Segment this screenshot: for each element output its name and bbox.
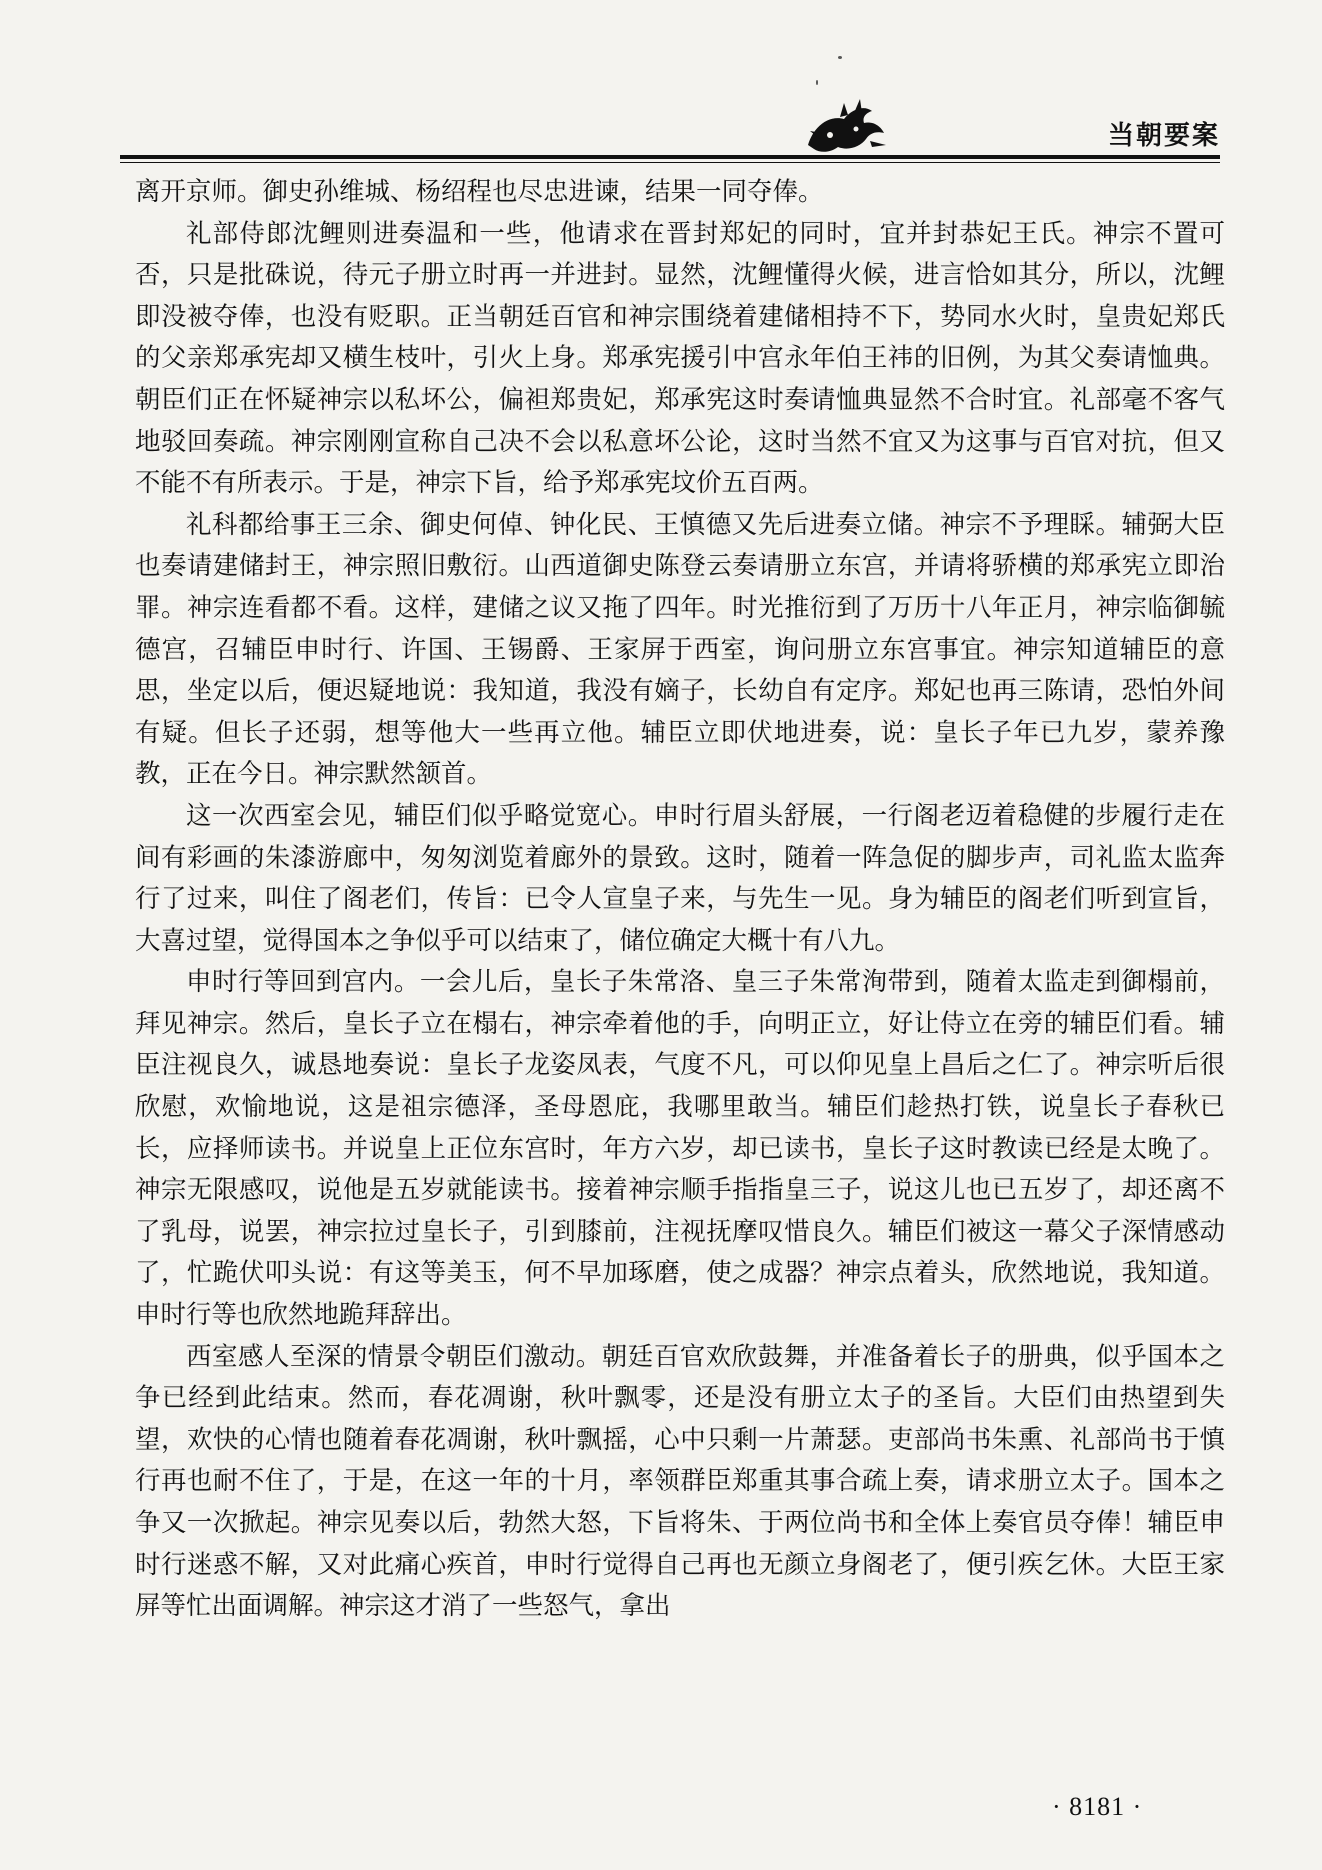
header-rule-thin [120,162,1220,163]
dragon-emblem-icon [800,95,892,157]
paragraph: 申时行等回到宫内。一会儿后，皇长子朱常洛、皇三子朱常洵带到，随着太监走到御榻前，拜见神宗。然后，皇长子立在榻右，神宗牵着他的手，向明正立，好让侍立在旁的辅臣们看。辅臣注视良久，诚恳地奏说：皇长子龙姿凤表，气度不凡，可以仰见皇上昌后之仁了。神宗听后很欣慰，欢愉地说，这是祖宗德泽，圣母恩庇，我哪里敢当。辅臣们趁热打铁，说皇长子春秋已长，应择师读书。并说皇上正位东宫时，年方六岁，却已读书，皇长子这时教读已经是太晚了。神宗无限感叹，说他是五岁就能读书。接着神宗顺手指指皇三子，说这儿也已五岁了，却还离不了乳母，说罢，神宗拉过皇长子，引到膝前，注视抚摩叹惜良久。辅臣们被这一幕父子深情感动了，忙跪伏叩头说：有这等美玉，何不早加琢磨，使之成器？神宗点着头，欣然地说，我知道。申时行等也欣然地跪拜辞出。 [135,967,1225,1331]
paragraph: 离开京师。御史孙维城、杨绍程也尽忠进谏，结果一同夺俸。 [135,177,824,207]
page-header [120,95,1220,157]
paragraph: 礼科都给事王三余、御史何倬、钟化民、王慎德又先后进奏立储。神宗不予理睬。辅弼大臣也奏请建储封王，神宗照旧敷衍。山西道御史陈登云奏请册立东宫，并请将骄横的郑承宪立即治罪。神宗连看都不看。这样，建储之议又拖了四年。时光推衍到了万历十八年正月，神宗临御毓德宫，召辅臣申时行、许国、王锡爵、王家屏于西室，询问册立东宫事宜。神宗知道辅臣的意思，坐定以后，便迟疑地说：我知道，我没有嫡子，长幼自有定序。郑妃也再三陈请，恐怕外间有疑。但长子还弱，想等他大一些再立他。辅臣立即伏地进奏，说：皇长子年已九岁，蒙养豫教，正在今日。神宗默然颔首。 [135,509,1225,790]
paragraph: 西室感人至深的情景令朝臣们激动。朝廷百官欢欣鼓舞，并准备着长子的册典，似乎国本之争已经到此结束。然而，春花凋谢，秋叶飘零，还是没有册立太子的圣旨。大臣们由热望到失望，欢快的心情也随着春花凋谢，秋叶飘摇，心中只剩一片萧瑟。吏部尚书朱熏、礼部尚书于慎行再也耐不住了，于是，在这一年的十月，率领群臣郑重其事合疏上奏，请求册立太子。国本之争又一次掀起。神宗见奏以后，勃然大怒，下旨将朱、于两位尚书和全体上奏官员夺俸！辅臣申时行迷惑不解，又对此痛心疾首，申时行觉得自己再也无颜立身阁老了，便引疾乞休。大臣王家屏等忙出面调解。神宗这才消了一些怒气，拿出 [135,1341,1225,1622]
scan-speck [838,56,842,59]
header-rule-thick [120,155,1220,159]
scan-speck [816,80,818,85]
body-text [135,172,1225,1628]
paragraph: 礼部侍郎沈鲤则进奏温和一些，他请求在晋封郑妃的同时，宜并封恭妃王氏。神宗不置可否，只是批硃说，待元子册立时再一并进封。显然，沈鲤懂得火候，进言恰如其分，所以，沈鲤即没被夺俸，也没有贬职。正当朝廷百官和神宗围绕着建储相持不下，势同水火时，皇贵妃郑氏的父亲郑承宪却又横生枝叶，引火上身。郑承宪援引中宫永年伯王祎的旧例，为其父奏请恤典。朝臣们正在怀疑神宗以私坏公，偏袒郑贵妃，郑承宪这时奏请恤典显然不合时宜。礼部毫不客气地驳回奏疏。神宗刚刚宣称自己决不会以私意坏公论，这时当然不宜又为这事与百官对抗，但又不能不有所表示。于是，神宗下旨，给予郑承宪坟价五百两。 [135,218,1225,499]
section-title: 当朝要案 [1107,121,1220,151]
paragraph: 这一次西室会见，辅臣们似乎略觉宽心。申时行眉头舒展，一行阁老迈着稳健的步履行走在间有彩画的朱漆游廊中，匆匆浏览着廊外的景致。这时，随着一阵急促的脚步声，司礼监太监奔行了过来，叫住了阁老们，传旨：已令人宣皇子来，与先生一见。身为辅臣的阁老们听到宣旨，大喜过望，觉得国本之争似乎可以结束了，储位确定大概十有八九。 [135,800,1225,956]
page-number: · 8181 · [1052,1792,1143,1821]
